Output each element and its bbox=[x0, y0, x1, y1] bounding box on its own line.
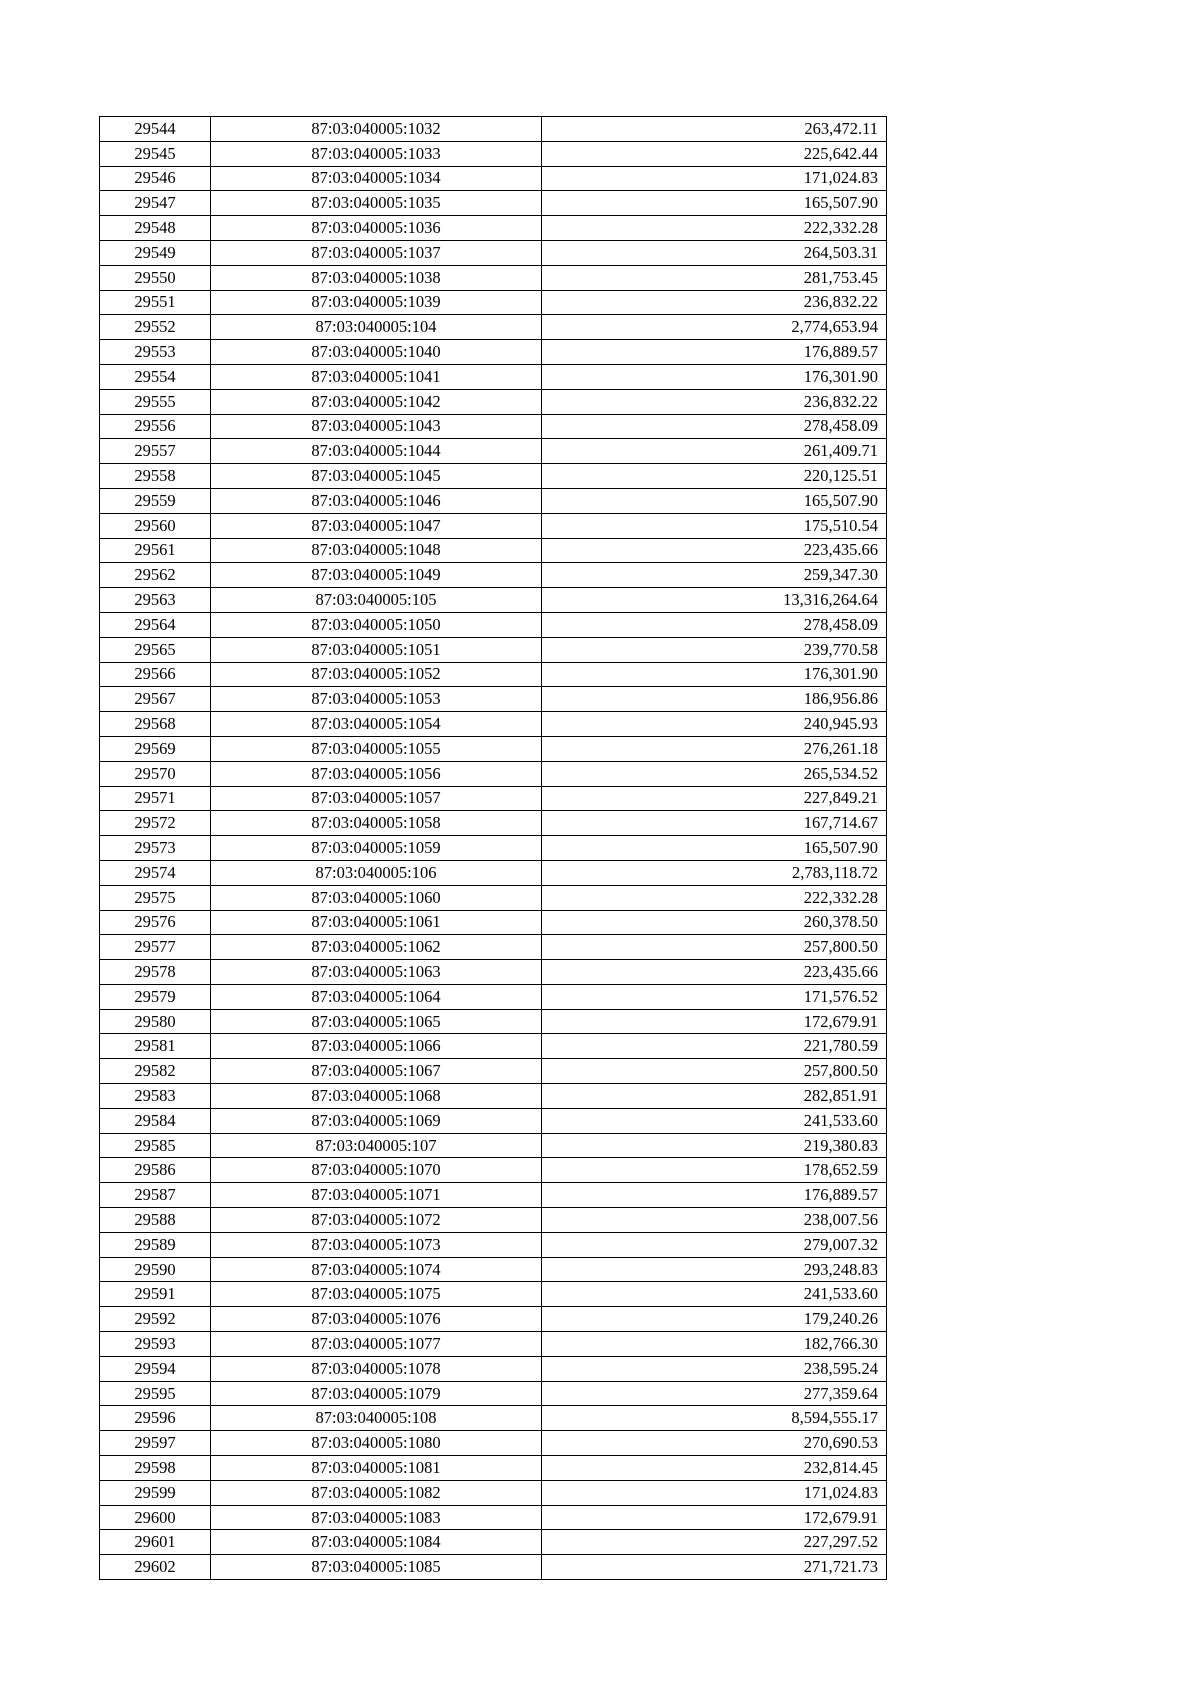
table-row bbox=[100, 1059, 887, 1084]
table-row bbox=[100, 687, 887, 712]
cadastral-number-cell: 87:03:040005:1079 bbox=[211, 1381, 542, 1406]
value-cell: 2,774,653.94 bbox=[542, 315, 887, 340]
row-number-cell: 29549 bbox=[100, 240, 211, 265]
table-row bbox=[100, 389, 887, 414]
table-row bbox=[100, 1456, 887, 1481]
value-cell: 281,753.45 bbox=[542, 265, 887, 290]
row-number-cell: 29591 bbox=[100, 1282, 211, 1307]
cadastral-number-cell: 87:03:040005:1075 bbox=[211, 1282, 542, 1307]
row-number-cell: 29550 bbox=[100, 265, 211, 290]
row-number-cell: 29566 bbox=[100, 662, 211, 687]
table-row bbox=[100, 1505, 887, 1530]
row-number-cell: 29580 bbox=[100, 1009, 211, 1034]
row-number-cell: 29556 bbox=[100, 414, 211, 439]
cadastral-number-cell: 87:03:040005:1033 bbox=[211, 141, 542, 166]
cadastral-number-cell: 87:03:040005:1057 bbox=[211, 786, 542, 811]
cadastral-number-cell: 87:03:040005:1068 bbox=[211, 1084, 542, 1109]
value-cell: 176,301.90 bbox=[542, 662, 887, 687]
cadastral-number-cell: 87:03:040005:1054 bbox=[211, 712, 542, 737]
cadastral-number-cell: 87:03:040005:1076 bbox=[211, 1307, 542, 1332]
row-number-cell: 29565 bbox=[100, 637, 211, 662]
table-row bbox=[100, 1257, 887, 1282]
table-row bbox=[100, 1183, 887, 1208]
value-cell: 238,595.24 bbox=[542, 1356, 887, 1381]
row-number-cell: 29586 bbox=[100, 1158, 211, 1183]
table-row bbox=[100, 1084, 887, 1109]
cadastral-number-cell: 87:03:040005:1063 bbox=[211, 960, 542, 985]
table-row bbox=[100, 563, 887, 588]
table-row bbox=[100, 315, 887, 340]
cadastral-number-cell: 87:03:040005:1048 bbox=[211, 538, 542, 563]
row-number-cell: 29544 bbox=[100, 117, 211, 142]
table-row bbox=[100, 1530, 887, 1555]
row-number-cell: 29585 bbox=[100, 1133, 211, 1158]
cadastral-number-cell: 87:03:040005:105 bbox=[211, 588, 542, 613]
table-row bbox=[100, 910, 887, 935]
row-number-cell: 29553 bbox=[100, 340, 211, 365]
row-number-cell: 29567 bbox=[100, 687, 211, 712]
cadastral-number-cell: 87:03:040005:107 bbox=[211, 1133, 542, 1158]
cadastral-number-cell: 87:03:040005:1069 bbox=[211, 1108, 542, 1133]
row-number-cell: 29571 bbox=[100, 786, 211, 811]
row-number-cell: 29601 bbox=[100, 1530, 211, 1555]
cadastral-number-cell: 87:03:040005:1082 bbox=[211, 1480, 542, 1505]
table-row bbox=[100, 1307, 887, 1332]
value-cell: 239,770.58 bbox=[542, 637, 887, 662]
value-cell: 241,533.60 bbox=[542, 1282, 887, 1307]
table-row bbox=[100, 439, 887, 464]
value-cell: 232,814.45 bbox=[542, 1456, 887, 1481]
table-row bbox=[100, 637, 887, 662]
cadastral-number-cell: 87:03:040005:1067 bbox=[211, 1059, 542, 1084]
table-row bbox=[100, 166, 887, 191]
value-cell: 227,297.52 bbox=[542, 1530, 887, 1555]
value-cell: 279,007.32 bbox=[542, 1232, 887, 1257]
cadastral-number-cell: 87:03:040005:1053 bbox=[211, 687, 542, 712]
table-row bbox=[100, 1009, 887, 1034]
table-row bbox=[100, 1232, 887, 1257]
row-number-cell: 29547 bbox=[100, 191, 211, 216]
table-row bbox=[100, 265, 887, 290]
cadastral-number-cell: 87:03:040005:1036 bbox=[211, 216, 542, 241]
row-number-cell: 29579 bbox=[100, 984, 211, 1009]
value-cell: 223,435.66 bbox=[542, 960, 887, 985]
row-number-cell: 29564 bbox=[100, 612, 211, 637]
cadastral-number-cell: 87:03:040005:1032 bbox=[211, 117, 542, 142]
value-cell: 172,679.91 bbox=[542, 1009, 887, 1034]
row-number-cell: 29569 bbox=[100, 736, 211, 761]
cadastral-number-cell: 87:03:040005:1052 bbox=[211, 662, 542, 687]
row-number-cell: 29592 bbox=[100, 1307, 211, 1332]
value-cell: 278,458.09 bbox=[542, 612, 887, 637]
table-row bbox=[100, 860, 887, 885]
row-number-cell: 29576 bbox=[100, 910, 211, 935]
value-cell: 271,721.73 bbox=[542, 1555, 887, 1580]
value-cell: 171,024.83 bbox=[542, 1480, 887, 1505]
cadastral-number-cell: 87:03:040005:1051 bbox=[211, 637, 542, 662]
value-cell: 8,594,555.17 bbox=[542, 1406, 887, 1431]
value-cell: 276,261.18 bbox=[542, 736, 887, 761]
value-cell: 176,301.90 bbox=[542, 364, 887, 389]
row-number-cell: 29574 bbox=[100, 860, 211, 885]
row-number-cell: 29562 bbox=[100, 563, 211, 588]
value-cell: 165,507.90 bbox=[542, 836, 887, 861]
value-cell: 223,435.66 bbox=[542, 538, 887, 563]
value-cell: 186,956.86 bbox=[542, 687, 887, 712]
value-cell: 241,533.60 bbox=[542, 1108, 887, 1133]
value-cell: 2,783,118.72 bbox=[542, 860, 887, 885]
value-cell: 293,248.83 bbox=[542, 1257, 887, 1282]
value-cell: 165,507.90 bbox=[542, 488, 887, 513]
table-row bbox=[100, 1431, 887, 1456]
table-row bbox=[100, 935, 887, 960]
row-number-cell: 29570 bbox=[100, 761, 211, 786]
value-cell: 179,240.26 bbox=[542, 1307, 887, 1332]
row-number-cell: 29584 bbox=[100, 1108, 211, 1133]
value-cell: 171,576.52 bbox=[542, 984, 887, 1009]
table-row bbox=[100, 885, 887, 910]
cadastral-number-cell: 87:03:040005:1049 bbox=[211, 563, 542, 588]
value-cell: 277,359.64 bbox=[542, 1381, 887, 1406]
value-cell: 172,679.91 bbox=[542, 1505, 887, 1530]
row-number-cell: 29588 bbox=[100, 1208, 211, 1233]
value-cell: 182,766.30 bbox=[542, 1332, 887, 1357]
value-cell: 176,889.57 bbox=[542, 340, 887, 365]
cadastral-number-cell: 87:03:040005:1050 bbox=[211, 612, 542, 637]
value-cell: 238,007.56 bbox=[542, 1208, 887, 1233]
table-row bbox=[100, 513, 887, 538]
cadastral-number-cell: 87:03:040005:1070 bbox=[211, 1158, 542, 1183]
cadastral-number-cell: 87:03:040005:1066 bbox=[211, 1034, 542, 1059]
table-row bbox=[100, 141, 887, 166]
table-row bbox=[100, 1356, 887, 1381]
value-cell: 225,642.44 bbox=[542, 141, 887, 166]
row-number-cell: 29555 bbox=[100, 389, 211, 414]
row-number-cell: 29559 bbox=[100, 488, 211, 513]
value-cell: 257,800.50 bbox=[542, 935, 887, 960]
table-row bbox=[100, 1108, 887, 1133]
value-cell: 270,690.53 bbox=[542, 1431, 887, 1456]
row-number-cell: 29587 bbox=[100, 1183, 211, 1208]
cadastral-number-cell: 87:03:040005:1083 bbox=[211, 1505, 542, 1530]
cadastral-number-cell: 87:03:040005:1074 bbox=[211, 1257, 542, 1282]
cadastral-number-cell: 87:03:040005:1077 bbox=[211, 1332, 542, 1357]
table-row bbox=[100, 1381, 887, 1406]
value-cell: 219,380.83 bbox=[542, 1133, 887, 1158]
row-number-cell: 29568 bbox=[100, 712, 211, 737]
value-cell: 264,503.31 bbox=[542, 240, 887, 265]
row-number-cell: 29572 bbox=[100, 811, 211, 836]
table-row bbox=[100, 612, 887, 637]
value-cell: 171,024.83 bbox=[542, 166, 887, 191]
value-cell: 261,409.71 bbox=[542, 439, 887, 464]
row-number-cell: 29545 bbox=[100, 141, 211, 166]
table-row bbox=[100, 761, 887, 786]
table-row bbox=[100, 1208, 887, 1233]
value-cell: 220,125.51 bbox=[542, 464, 887, 489]
table-row bbox=[100, 1158, 887, 1183]
cadastral-number-cell: 87:03:040005:1038 bbox=[211, 265, 542, 290]
value-cell: 178,652.59 bbox=[542, 1158, 887, 1183]
cadastral-number-cell: 87:03:040005:1034 bbox=[211, 166, 542, 191]
cadastral-number-cell: 87:03:040005:108 bbox=[211, 1406, 542, 1431]
cadastral-number-cell: 87:03:040005:1041 bbox=[211, 364, 542, 389]
cadastral-number-cell: 87:03:040005:1056 bbox=[211, 761, 542, 786]
table-row bbox=[100, 736, 887, 761]
table-row bbox=[100, 240, 887, 265]
table-row bbox=[100, 538, 887, 563]
cadastral-number-cell: 87:03:040005:1040 bbox=[211, 340, 542, 365]
cadastral-number-cell: 87:03:040005:1081 bbox=[211, 1456, 542, 1481]
row-number-cell: 29563 bbox=[100, 588, 211, 613]
table-row bbox=[100, 836, 887, 861]
table-row bbox=[100, 191, 887, 216]
cadastral-number-cell: 87:03:040005:1042 bbox=[211, 389, 542, 414]
cadastral-number-cell: 87:03:040005:104 bbox=[211, 315, 542, 340]
cadastral-number-cell: 87:03:040005:1060 bbox=[211, 885, 542, 910]
cadastral-number-cell: 87:03:040005:1061 bbox=[211, 910, 542, 935]
cadastral-number-cell: 87:03:040005:1043 bbox=[211, 414, 542, 439]
cadastral-number-cell: 87:03:040005:1035 bbox=[211, 191, 542, 216]
row-number-cell: 29593 bbox=[100, 1332, 211, 1357]
table-row bbox=[100, 811, 887, 836]
cadastral-number-cell: 87:03:040005:1037 bbox=[211, 240, 542, 265]
row-number-cell: 29575 bbox=[100, 885, 211, 910]
table-row bbox=[100, 364, 887, 389]
value-cell: 263,472.11 bbox=[542, 117, 887, 142]
table-row bbox=[100, 1034, 887, 1059]
table-row bbox=[100, 786, 887, 811]
row-number-cell: 29602 bbox=[100, 1555, 211, 1580]
row-number-cell: 29560 bbox=[100, 513, 211, 538]
cadastral-number-cell: 87:03:040005:1059 bbox=[211, 836, 542, 861]
cadastral-number-cell: 87:03:040005:1071 bbox=[211, 1183, 542, 1208]
cadastral-number-cell: 87:03:040005:1073 bbox=[211, 1232, 542, 1257]
table-row bbox=[100, 662, 887, 687]
table-row bbox=[100, 984, 887, 1009]
table-row bbox=[100, 588, 887, 613]
cadastral-number-cell: 87:03:040005:1084 bbox=[211, 1530, 542, 1555]
row-number-cell: 29599 bbox=[100, 1480, 211, 1505]
table-row bbox=[100, 1480, 887, 1505]
cadastral-number-cell: 87:03:040005:1065 bbox=[211, 1009, 542, 1034]
row-number-cell: 29595 bbox=[100, 1381, 211, 1406]
table-row bbox=[100, 464, 887, 489]
cadastral-number-cell: 87:03:040005:1062 bbox=[211, 935, 542, 960]
table-row bbox=[100, 712, 887, 737]
row-number-cell: 29597 bbox=[100, 1431, 211, 1456]
row-number-cell: 29561 bbox=[100, 538, 211, 563]
value-cell: 175,510.54 bbox=[542, 513, 887, 538]
row-number-cell: 29578 bbox=[100, 960, 211, 985]
value-cell: 282,851.91 bbox=[542, 1084, 887, 1109]
cadastral-number-cell: 87:03:040005:1045 bbox=[211, 464, 542, 489]
cadastral-number-cell: 87:03:040005:1039 bbox=[211, 290, 542, 315]
value-cell: 13,316,264.64 bbox=[542, 588, 887, 613]
cadastral-number-cell: 87:03:040005:1055 bbox=[211, 736, 542, 761]
cadastral-number-cell: 87:03:040005:1080 bbox=[211, 1431, 542, 1456]
row-number-cell: 29552 bbox=[100, 315, 211, 340]
row-number-cell: 29581 bbox=[100, 1034, 211, 1059]
value-cell: 167,714.67 bbox=[542, 811, 887, 836]
value-cell: 165,507.90 bbox=[542, 191, 887, 216]
value-cell: 222,332.28 bbox=[542, 885, 887, 910]
table-row bbox=[100, 1332, 887, 1357]
value-cell: 236,832.22 bbox=[542, 389, 887, 414]
row-number-cell: 29583 bbox=[100, 1084, 211, 1109]
row-number-cell: 29548 bbox=[100, 216, 211, 241]
table-row bbox=[100, 960, 887, 985]
row-number-cell: 29554 bbox=[100, 364, 211, 389]
row-number-cell: 29582 bbox=[100, 1059, 211, 1084]
table-row bbox=[100, 290, 887, 315]
table-row bbox=[100, 1406, 887, 1431]
value-cell: 257,800.50 bbox=[542, 1059, 887, 1084]
row-number-cell: 29600 bbox=[100, 1505, 211, 1530]
value-cell: 278,458.09 bbox=[542, 414, 887, 439]
value-cell: 265,534.52 bbox=[542, 761, 887, 786]
row-number-cell: 29551 bbox=[100, 290, 211, 315]
row-number-cell: 29557 bbox=[100, 439, 211, 464]
cadastral-number-cell: 87:03:040005:1044 bbox=[211, 439, 542, 464]
value-cell: 176,889.57 bbox=[542, 1183, 887, 1208]
row-number-cell: 29598 bbox=[100, 1456, 211, 1481]
row-number-cell: 29558 bbox=[100, 464, 211, 489]
value-cell: 222,332.28 bbox=[542, 216, 887, 241]
cadastral-number-cell: 87:03:040005:1072 bbox=[211, 1208, 542, 1233]
row-number-cell: 29596 bbox=[100, 1406, 211, 1431]
row-number-cell: 29590 bbox=[100, 1257, 211, 1282]
table-row bbox=[100, 1133, 887, 1158]
value-cell: 227,849.21 bbox=[542, 786, 887, 811]
cadastral-number-cell: 87:03:040005:1046 bbox=[211, 488, 542, 513]
value-cell: 240,945.93 bbox=[542, 712, 887, 737]
row-number-cell: 29594 bbox=[100, 1356, 211, 1381]
cadastral-number-cell: 87:03:040005:1058 bbox=[211, 811, 542, 836]
row-number-cell: 29546 bbox=[100, 166, 211, 191]
cadastral-number-cell: 87:03:040005:1078 bbox=[211, 1356, 542, 1381]
cadastral-number-cell: 87:03:040005:1064 bbox=[211, 984, 542, 1009]
value-cell: 236,832.22 bbox=[542, 290, 887, 315]
table-row bbox=[100, 340, 887, 365]
value-cell: 259,347.30 bbox=[542, 563, 887, 588]
value-cell: 260,378.50 bbox=[542, 910, 887, 935]
table-body bbox=[100, 117, 887, 1580]
row-number-cell: 29573 bbox=[100, 836, 211, 861]
table-row bbox=[100, 1282, 887, 1307]
row-number-cell: 29577 bbox=[100, 935, 211, 960]
table-row bbox=[100, 1555, 887, 1580]
table-row bbox=[100, 216, 887, 241]
cadastral-number-cell: 87:03:040005:1047 bbox=[211, 513, 542, 538]
value-cell: 221,780.59 bbox=[542, 1034, 887, 1059]
cadastral-number-cell: 87:03:040005:1085 bbox=[211, 1555, 542, 1580]
table-row bbox=[100, 488, 887, 513]
data-table bbox=[99, 116, 887, 1580]
row-number-cell: 29589 bbox=[100, 1232, 211, 1257]
table-row bbox=[100, 117, 887, 142]
table-row bbox=[100, 414, 887, 439]
cadastral-number-cell: 87:03:040005:106 bbox=[211, 860, 542, 885]
